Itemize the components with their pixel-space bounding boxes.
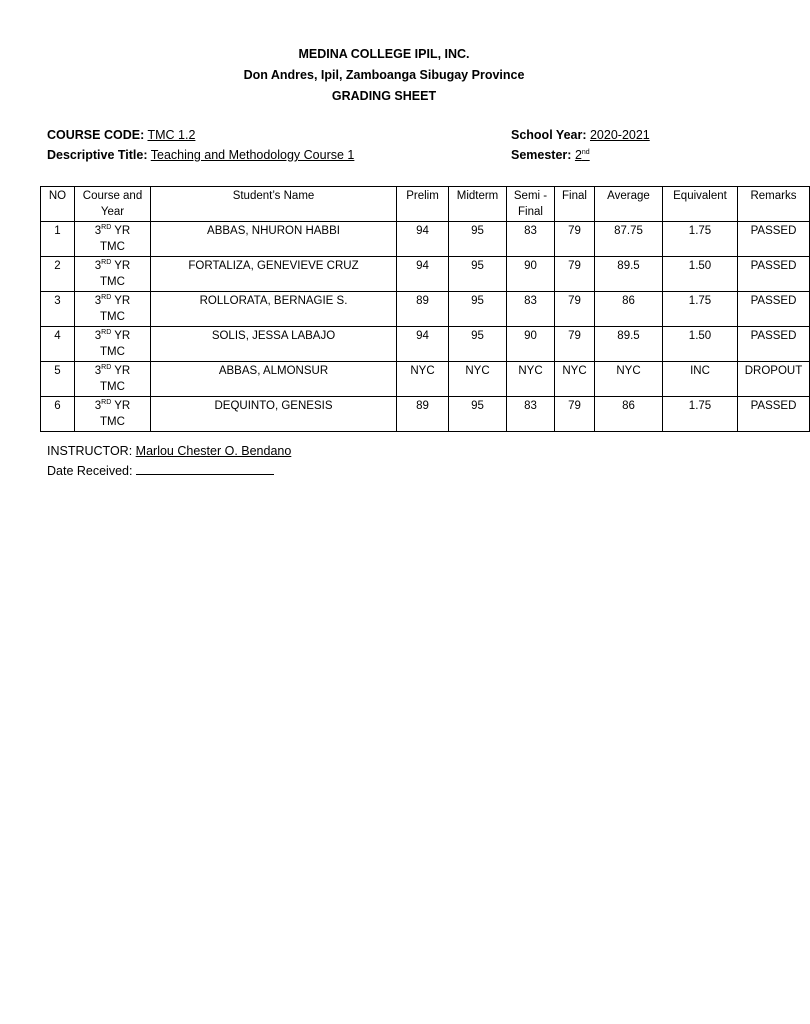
descriptive-title-line	[47, 145, 354, 165]
school-year-label: School Year:	[511, 128, 587, 142]
cell-student-name: FORTALIZA, GENEVIEVE CRUZ	[151, 257, 397, 292]
col-header-semi-final: Semi -Final	[507, 187, 555, 222]
cell-final: 79	[555, 327, 595, 362]
cell-prelim: 94	[397, 257, 449, 292]
cell-no: 6	[41, 397, 75, 432]
cell-no: 3	[41, 292, 75, 327]
cell-average: 86	[595, 397, 663, 432]
cell-equivalent: 1.50	[663, 327, 738, 362]
table-row	[41, 397, 810, 432]
date-received-label: Date Received:	[47, 464, 133, 478]
cell-semi-final: 90	[507, 257, 555, 292]
cell-prelim: 89	[397, 397, 449, 432]
col-header-final: Final	[555, 187, 595, 222]
col-header-student-name: Student’s Name	[151, 187, 397, 222]
cell-midterm: 95	[449, 257, 507, 292]
cell-equivalent: 1.75	[663, 222, 738, 257]
table-row	[41, 292, 810, 327]
cell-student-name: DEQUINTO, GENESIS	[151, 397, 397, 432]
date-received-blank	[136, 461, 274, 475]
cell-semi-final: 83	[507, 292, 555, 327]
course-code-value: TMC 1.2	[147, 128, 196, 142]
document-footer	[47, 441, 291, 481]
school-year-line	[511, 125, 650, 145]
cell-student-name: ROLLORATA, BERNAGIE S.	[151, 292, 397, 327]
cell-average: 89.5	[595, 327, 663, 362]
cell-midterm: 95	[449, 397, 507, 432]
cell-student-name: ABBAS, ALMONSUR	[151, 362, 397, 397]
cell-equivalent: INC	[663, 362, 738, 397]
document-header	[0, 44, 768, 107]
cell-student-name: ABBAS, NHURON HABBI	[151, 222, 397, 257]
cell-average: 86	[595, 292, 663, 327]
cell-final: 79	[555, 292, 595, 327]
cell-course-year: 3RD YR TMC	[75, 222, 151, 257]
cell-midterm: 95	[449, 327, 507, 362]
table-row	[41, 257, 810, 292]
cell-final: 79	[555, 397, 595, 432]
cell-remarks: PASSED	[738, 222, 810, 257]
school-year-value: 2020-2021	[589, 128, 650, 142]
cell-no: 4	[41, 327, 75, 362]
col-header-prelim: Prelim	[397, 187, 449, 222]
table-row	[41, 222, 810, 257]
cell-midterm: 95	[449, 222, 507, 257]
cell-final: NYC	[555, 362, 595, 397]
col-header-midterm: Midterm	[449, 187, 507, 222]
cell-average: NYC	[595, 362, 663, 397]
col-header-course-year: Course and Year	[75, 187, 151, 222]
cell-semi-final: 83	[507, 397, 555, 432]
cell-prelim: 94	[397, 327, 449, 362]
grades-table	[40, 186, 810, 432]
cell-final: 79	[555, 257, 595, 292]
cell-remarks: PASSED	[738, 292, 810, 327]
school-name: MEDINA COLLEGE IPIL, INC.	[298, 47, 470, 61]
cell-average: 89.5	[595, 257, 663, 292]
col-header-average: Average	[595, 187, 663, 222]
semester-line	[511, 145, 590, 165]
cell-course-year: 3RD YR TMC	[75, 327, 151, 362]
cell-no: 2	[41, 257, 75, 292]
cell-semi-final: NYC	[507, 362, 555, 397]
cell-semi-final: 83	[507, 222, 555, 257]
descriptive-title-label: Descriptive Title:	[47, 148, 148, 162]
course-code-label: COURSE CODE:	[47, 128, 145, 142]
school-address: Don Andres, Ipil, Zamboanga Sibugay Province	[243, 68, 525, 82]
cell-remarks: PASSED	[738, 327, 810, 362]
cell-average: 87.75	[595, 222, 663, 257]
cell-prelim: NYC	[397, 362, 449, 397]
cell-course-year: 3RD YR TMC	[75, 362, 151, 397]
cell-course-year: 3RD YR TMC	[75, 397, 151, 432]
course-code-line	[47, 125, 195, 145]
cell-semi-final: 90	[507, 327, 555, 362]
semester-value: 2nd	[574, 148, 590, 162]
table-row	[41, 327, 810, 362]
cell-prelim: 94	[397, 222, 449, 257]
cell-course-year: 3RD YR TMC	[75, 257, 151, 292]
table-header-row	[41, 187, 810, 222]
cell-equivalent: 1.50	[663, 257, 738, 292]
cell-no: 5	[41, 362, 75, 397]
col-header-no: NO	[41, 187, 75, 222]
instructor-line	[47, 441, 291, 461]
document-title: GRADING SHEET	[331, 89, 437, 103]
semester-label: Semester:	[511, 148, 572, 162]
cell-equivalent: 1.75	[663, 397, 738, 432]
cell-prelim: 89	[397, 292, 449, 327]
descriptive-title-value: Teaching and Methodology Course 1	[150, 148, 355, 162]
cell-final: 79	[555, 222, 595, 257]
cell-remarks: DROPOUT	[738, 362, 810, 397]
instructor-name: Marlou Chester O. Bendano	[135, 444, 292, 458]
table-row	[41, 362, 810, 397]
instructor-label: INSTRUCTOR:	[47, 444, 133, 458]
cell-midterm: NYC	[449, 362, 507, 397]
cell-remarks: PASSED	[738, 397, 810, 432]
cell-remarks: PASSED	[738, 257, 810, 292]
cell-midterm: 95	[449, 292, 507, 327]
cell-equivalent: 1.75	[663, 292, 738, 327]
cell-no: 1	[41, 222, 75, 257]
cell-course-year: 3RD YR TMC	[75, 292, 151, 327]
date-received-line	[47, 461, 291, 481]
col-header-remarks: Remarks	[738, 187, 810, 222]
cell-student-name: SOLIS, JESSA LABAJO	[151, 327, 397, 362]
col-header-equivalent: Equivalent	[663, 187, 738, 222]
